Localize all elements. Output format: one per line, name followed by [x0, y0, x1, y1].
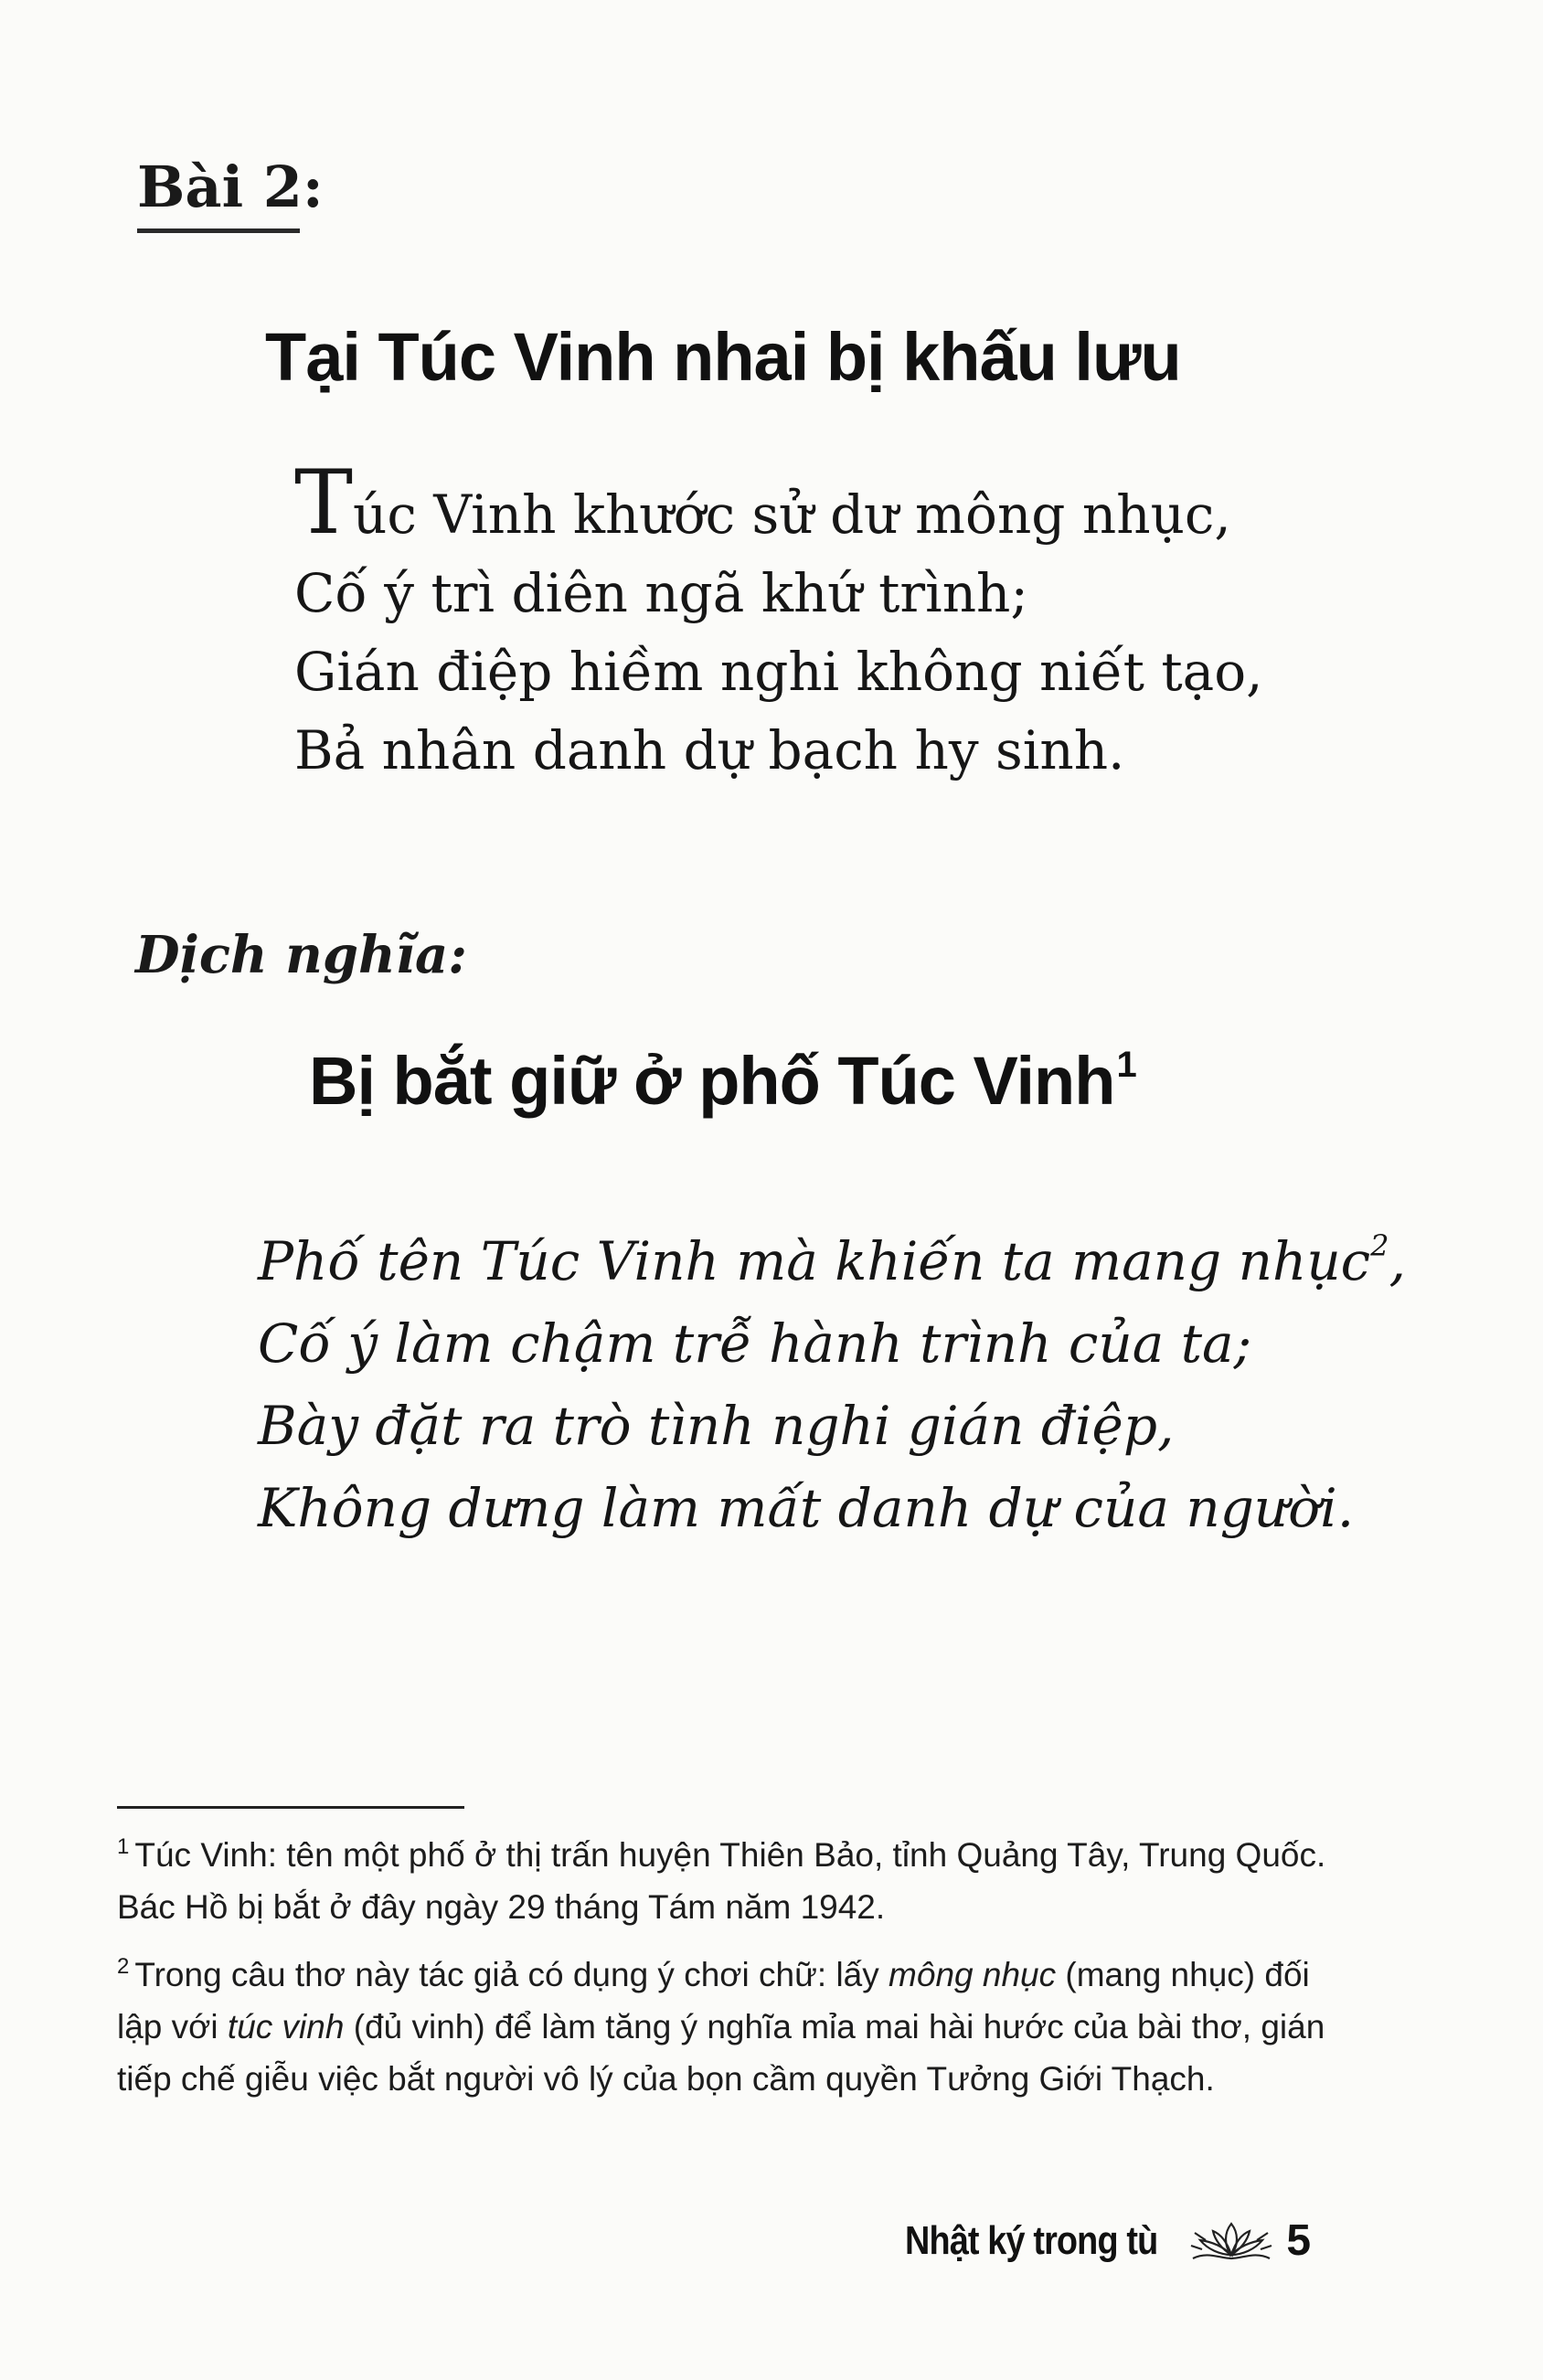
footnote-mark: 2	[117, 1954, 130, 1979]
section-heading: Bài 2:	[137, 154, 324, 220]
poem-line	[258, 1205, 1406, 1302]
footnote-text: (đủ vinh) để làm tăng ý nghĩa mỉa mai hài hước của bài thơ, gián tiếp chế giễu việc bắt người vô lý của bọn cầm quyền Tưởng Giới Thạch.	[117, 2008, 1325, 2098]
poem-line: Gián điệp hiềm nghi không niết tạo,	[294, 641, 1263, 703]
footnote-text: (mang nhục) đối lập với	[117, 1956, 1310, 2045]
poem-line-punct: ,	[1389, 1230, 1406, 1292]
lotus-ornament-icon	[1189, 2218, 1273, 2264]
footnote-text: Trong câu thơ này tác giả có dụng ý chơi chữ: lấy	[134, 1956, 889, 1993]
footnote-1	[117, 1821, 1360, 1933]
book-title: Nhật ký trong tù	[905, 2217, 1158, 2263]
footnote-ref: 2	[1370, 1228, 1389, 1263]
heading-underline	[137, 228, 300, 233]
footnotes	[117, 1821, 1360, 2112]
footnote-emphasis: túc vinh	[227, 2008, 345, 2045]
poem-line: Không dưng làm mất danh dự của người.	[258, 1477, 1355, 1539]
translation-label: Dịch nghĩa:	[135, 925, 467, 985]
page-footer	[905, 2215, 1311, 2266]
translation-title-text: Bị bắt giữ ở phố Túc Vinh	[309, 1043, 1115, 1119]
footnote-2	[117, 1940, 1360, 2105]
footnote-divider	[117, 1806, 464, 1809]
footnote-ref: 1	[1116, 1045, 1136, 1085]
footnote-text: Túc Vinh: tên một phố ở thị trấn huyện Thiên Bảo, tỉnh Quảng Tây, Trung Quốc. Bác Hồ bị bắt ở đây ngày 29 tháng Tám năm 1942.	[117, 1836, 1326, 1926]
page-number: 5	[1286, 2216, 1312, 2265]
poem-line-text: Phố tên Túc Vinh mà khiến ta mang nhục	[258, 1230, 1371, 1292]
poem-line	[294, 452, 1263, 554]
drop-cap: T	[294, 452, 354, 554]
translation-poem	[258, 1205, 1406, 1549]
poem-line: Bả nhân danh dự bạch hy sinh.	[294, 719, 1125, 781]
footnote-emphasis: mông nhục	[889, 1956, 1057, 1993]
poem-line: Cố ý trì diên ngã khứ trình;	[294, 562, 1028, 624]
original-poem	[294, 452, 1263, 790]
poem-line: Bày đặt ra trò tình nghi gián điệp,	[258, 1395, 1175, 1457]
footnote-mark: 1	[117, 1834, 130, 1859]
poem-line: Cố ý làm chậm trễ hành trình của ta;	[258, 1312, 1252, 1375]
original-poem-title: Tại Túc Vinh nhai bị khấu lưu	[265, 319, 1181, 395]
translation-title	[309, 1042, 1136, 1120]
poem-line-text: úc Vinh khước sử dư mông nhục,	[353, 483, 1231, 546]
